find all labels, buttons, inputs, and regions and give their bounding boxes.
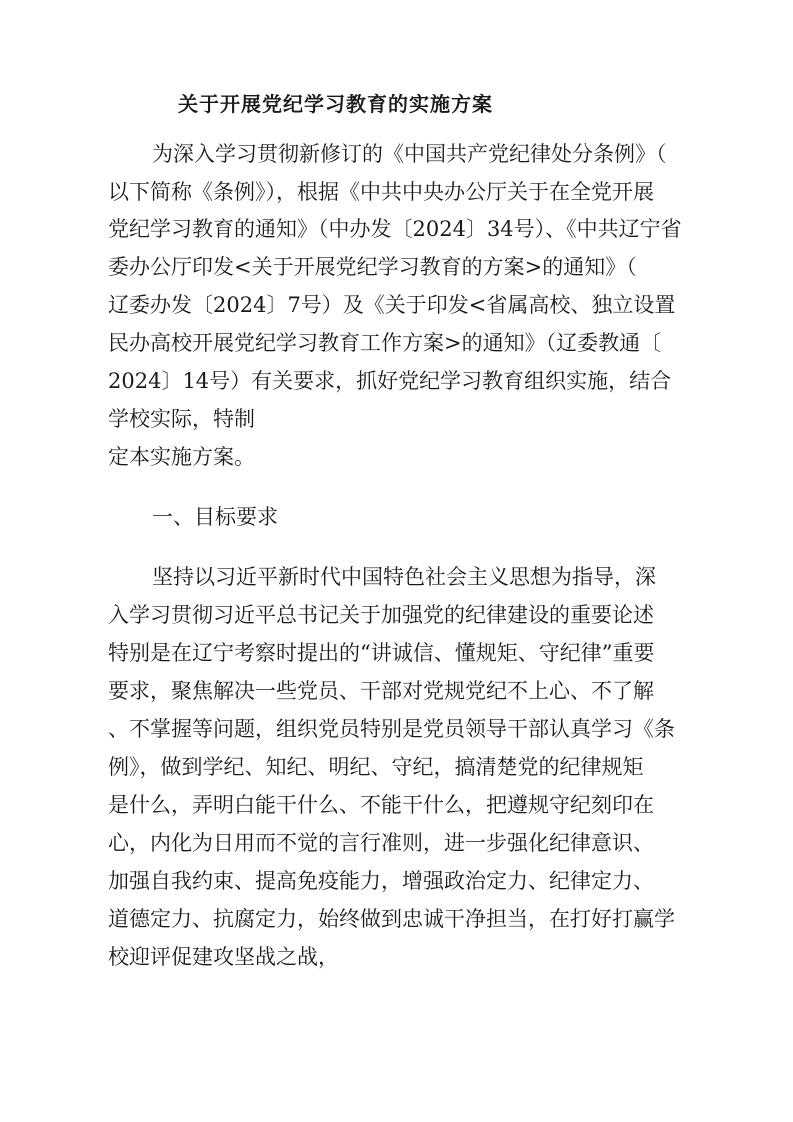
section-heading: 一、目标要求 <box>152 505 278 529</box>
intro-line: 2024〕14号）有关要求，抓好党纪学习教育组织实施，结合 <box>108 369 672 393</box>
intro-line: 委办公厅印发<关于开展党纪学习教育的方案>的通知》（ <box>108 255 637 279</box>
section-line: 道德定力、抗腐定力，始终做到忠诚干净担当，在打好打赢学 <box>108 907 675 931</box>
section-line: 坚持以习近平新时代中国特色社会主义思想为指导，深 <box>152 565 656 589</box>
intro-line: 辽委办发〔2024〕7号）及《关于印发<省属高校、独立设置 <box>108 293 676 317</box>
section-line: 要求，聚焦解决一些党员、干部对党规党纪不上心、不了解 <box>108 679 654 703</box>
section-line: 加强自我约束、提高免疫能力，增强政治定力、纪律定力、 <box>108 869 654 893</box>
intro-line: 以下简称《条例》），根据《中共中央办公厅关于在全党开展 <box>108 180 654 204</box>
document-title: 关于开展党纪学习教育的实施方案 <box>178 92 493 116</box>
intro-line: 学校实际，特制 <box>108 407 255 431</box>
intro-line: 为深入学习贯彻新修订的《中国共产党纪律处分条例》（ <box>152 142 667 166</box>
intro-line: 党纪学习教育的通知》（中办发〔2024〕34号）、《中共辽宁省 <box>108 217 682 241</box>
section-line: 、不掌握等问题，组织党员特别是党员领导干部认真学习《条 <box>108 717 675 741</box>
section-line: 特别是在辽宁考察时提出的“讲诚信、懂规矩、守纪律”重要 <box>108 641 655 665</box>
section-line: 是什么，弄明白能干什么、不能干什么，把遵规守纪刻印在 <box>108 793 654 817</box>
section-line: 例》，做到学纪、知纪、明纪、守纪，搞清楚党的纪律规矩 <box>108 755 644 779</box>
section-line: 心，内化为日用而不觉的言行准则，进一步强化纪律意识、 <box>108 831 654 855</box>
intro-line: 民办高校开展党纪学习教育工作方案>的通知》（辽委教通〔 <box>108 331 662 355</box>
section-line: 入学习贯彻习近平总书记关于加强党的纪律建设的重要论述 <box>108 603 654 627</box>
section-line: 校迎评促建攻坚战之战， <box>108 945 339 969</box>
intro-line: 定本实施方案。 <box>108 445 255 469</box>
